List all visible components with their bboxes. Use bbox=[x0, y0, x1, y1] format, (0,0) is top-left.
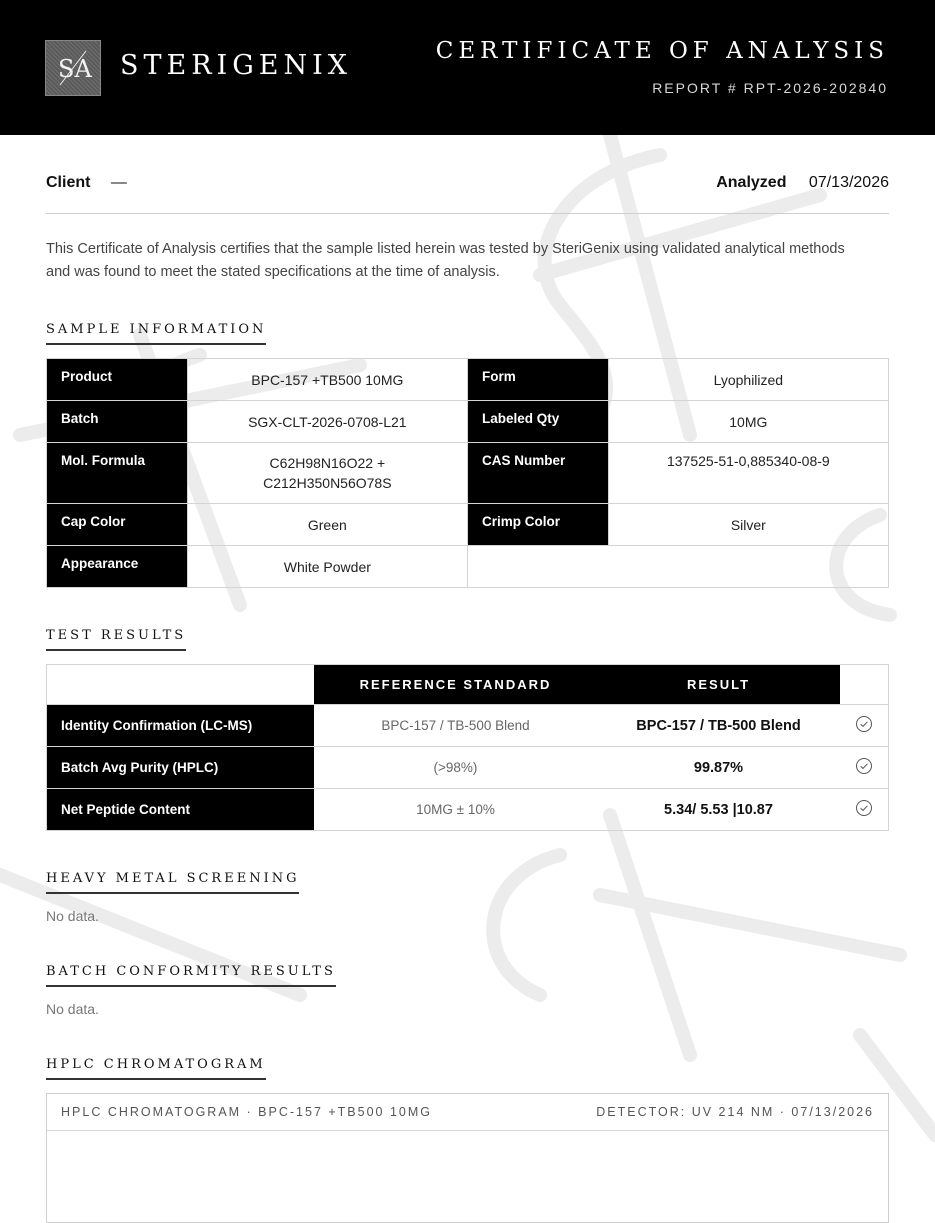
table-row bbox=[47, 789, 889, 831]
analyzed-date: 07/13/2026 bbox=[808, 174, 889, 191]
test-name: Net Peptide Content bbox=[47, 789, 315, 831]
sample-key: Crimp Color bbox=[467, 504, 608, 546]
test-name: Batch Avg Purity (HPLC) bbox=[47, 747, 315, 789]
document-title: CERTIFICATE OF ANALYSIS bbox=[435, 38, 889, 64]
sample-info-table bbox=[46, 358, 889, 588]
logo-monogram-icon bbox=[46, 41, 100, 95]
sample-value: BPC-157 +TB500 10MG bbox=[187, 359, 467, 401]
heavy-metal-empty: No data. bbox=[46, 908, 99, 924]
section-title-sample: SAMPLE INFORMATION bbox=[46, 322, 266, 345]
test-reference: (>98%) bbox=[314, 747, 597, 789]
test-name: Identity Confirmation (LC-MS) bbox=[47, 705, 315, 747]
table-row bbox=[47, 359, 889, 401]
hplc-chromatogram-panel bbox=[46, 1093, 889, 1223]
chromatogram-detector: DETECTOR: UV 214 NM · 07/13/2026 bbox=[596, 1105, 874, 1119]
report-header bbox=[0, 0, 935, 135]
client-label: Client bbox=[46, 174, 91, 191]
check-circle-icon bbox=[855, 715, 873, 733]
client-value: — bbox=[110, 174, 127, 191]
sample-value: Lyophilized bbox=[608, 359, 888, 401]
test-reference: BPC-157 / TB-500 Blend bbox=[314, 705, 597, 747]
sample-key: Cap Color bbox=[47, 504, 188, 546]
client-field bbox=[46, 174, 127, 192]
table-row bbox=[47, 504, 889, 546]
check-circle-icon bbox=[855, 757, 873, 775]
table-row bbox=[47, 747, 889, 789]
formula-line-1: C62H98N16O22 + bbox=[269, 455, 386, 471]
test-reference: 10MG ± 10% bbox=[314, 789, 597, 831]
sample-value bbox=[187, 443, 467, 504]
table-row bbox=[47, 401, 889, 443]
intro-statement: This Certificate of Analysis certifies that the sample listed herein was tested by SteriGenix using validated analytical methods and was found to meet the stated specifications at the time of analysis. bbox=[46, 241, 845, 280]
brand-name: STERIGENIX bbox=[120, 50, 352, 81]
sample-value: Green bbox=[187, 504, 467, 546]
test-result: BPC-157 / TB-500 Blend bbox=[597, 705, 840, 747]
section-title-heavy-metal: HEAVY METAL SCREENING bbox=[46, 871, 299, 894]
col-header-result: RESULT bbox=[597, 665, 840, 705]
sample-value: 137525-51-0,885340-08-9 bbox=[608, 443, 888, 504]
col-header-reference: REFERENCE STANDARD bbox=[314, 665, 597, 705]
section-title-hplc: HPLC CHROMATOGRAM bbox=[46, 1057, 266, 1080]
batch-conformity-empty: No data. bbox=[46, 1001, 99, 1017]
test-result: 5.34/ 5.53 |10.87 bbox=[597, 789, 840, 831]
formula-line-2: C212H350N56O78S bbox=[263, 475, 392, 491]
svg-text:SA: SA bbox=[58, 55, 92, 83]
sample-value: Silver bbox=[608, 504, 888, 546]
sample-value: 10MG bbox=[608, 401, 888, 443]
sample-key: CAS Number bbox=[467, 443, 608, 504]
brand-logo bbox=[45, 40, 101, 96]
report-number: REPORT # RPT-2026-202840 bbox=[652, 80, 888, 96]
report-body bbox=[46, 135, 889, 1223]
section-title-tests: TEST RESULTS bbox=[46, 628, 186, 651]
table-header-row bbox=[47, 665, 889, 705]
sample-key: Mol. Formula bbox=[47, 443, 188, 504]
test-results-table bbox=[46, 664, 889, 831]
sample-key: Product bbox=[47, 359, 188, 401]
sample-value: SGX-CLT-2026-0708-L21 bbox=[187, 401, 467, 443]
sample-value: White Powder bbox=[187, 546, 467, 588]
sample-key: Form bbox=[467, 359, 608, 401]
table-row bbox=[47, 443, 889, 504]
meta-row bbox=[46, 135, 889, 214]
section-title-batch-conformity: BATCH CONFORMITY RESULTS bbox=[46, 964, 336, 987]
chromatogram-header bbox=[47, 1094, 888, 1131]
chromatogram-caption: HPLC CHROMATOGRAM · BPC-157 +TB500 10MG bbox=[61, 1105, 433, 1119]
sample-key: Appearance bbox=[47, 546, 188, 588]
analyzed-label: Analyzed bbox=[716, 174, 787, 191]
sample-key: Labeled Qty bbox=[467, 401, 608, 443]
table-row bbox=[47, 546, 889, 588]
sample-key: Batch bbox=[47, 401, 188, 443]
table-row bbox=[47, 705, 889, 747]
test-result: 99.87% bbox=[597, 747, 840, 789]
analyzed-field bbox=[716, 174, 889, 192]
check-circle-icon bbox=[855, 799, 873, 817]
